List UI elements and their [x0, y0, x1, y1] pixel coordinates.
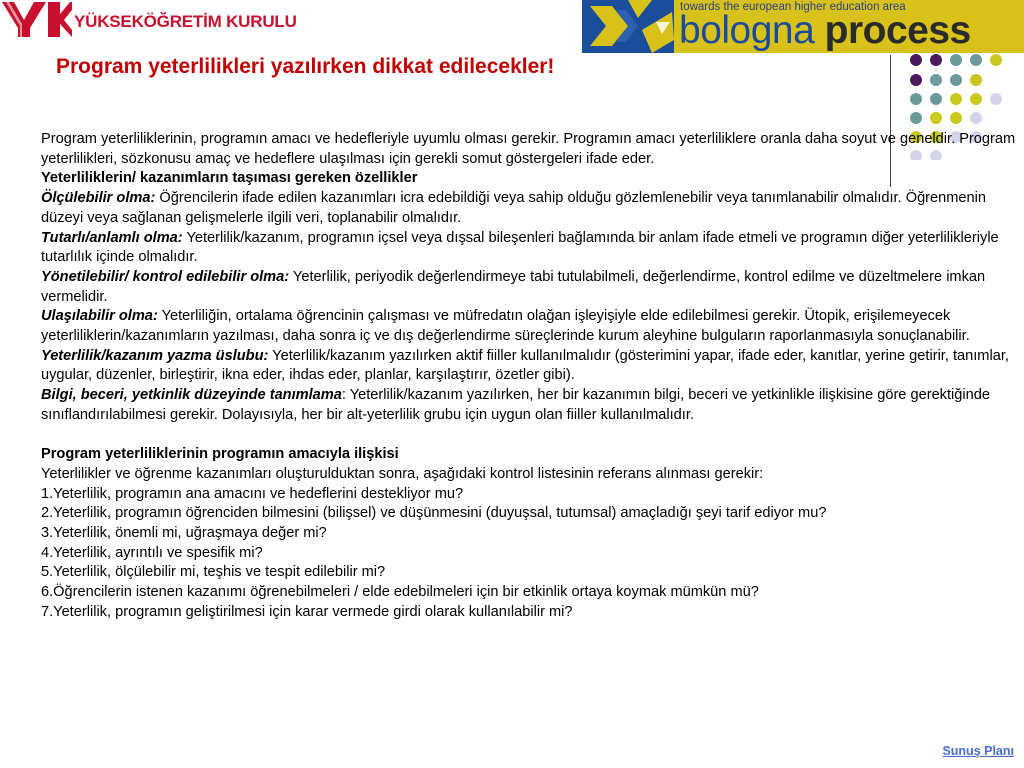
property-item — [41, 386, 1019, 425]
checklist-item: 1.Yeterlilik, programın ana amacını ve hedeflerini destekliyor mu? — [41, 485, 464, 502]
property-separator: : — [263, 347, 269, 364]
property-text: Yeterliliğin, ortalama öğrencinin çalışması ve müfredatın olağan işleyişiyle elde edilebilmesi gerekir. Ütopik, erişilemeyecek yeterliliklerin/kazanımların yazılması, daha sonra iç ve dış değerlendirme süreçlerinde kurum aleyhine bulguların raporlanmasıyla sonuçlanabilir. — [41, 308, 970, 345]
checklist-item: 6.Öğrencilerin istenen kazanımı öğrenebilmeleri / elde edebilmeleri için bir etkinlik ortaya koymak mümkün mü? — [41, 584, 759, 601]
intro-paragraph: Program yeterliliklerinin, programın amacı ve hedefleriyle uyumlu olması gerekir. Programın amacı yeterliliklere oranla daha soyut ve geneldir. Program yeterlilikleri, sözkonusu amaç ve hedeflere ulaşılması için gerekli somut göstergeleri ifade eder. — [41, 131, 1016, 167]
section1-heading: Yeterliliklerin/ kazanımların taşıması gereken özellikler — [41, 170, 418, 187]
property-term: Yeterlilik/kazanım yazma üslubu — [41, 347, 264, 364]
property-text: : Yeterlilik/kazanım yazılırken, her bir kazanımın bilgi, beceri ve yetkinlikle ilişkisine göre gerektiğinde sınıflandırılabilmesi gerekir. Dolayısıyla, her bir alt-yeterlilik grubu için uygun olan fiiller kullanılmalıdır. — [41, 387, 990, 423]
property-text: Yeterlilik, periyodik değerlendirmeye tabi tutulabilmeli, değerlendirme, kontrol edilme ve düzeltmelere imkan vermelidir. — [41, 268, 986, 305]
sunus-plani-link[interactable]: Sunuş Planı — [942, 744, 1014, 758]
property-separator: : — [177, 229, 183, 246]
property-term: Tutarlı/anlamlı olma — [41, 229, 178, 246]
property-separator: : — [152, 308, 158, 325]
property-text: Yeterlilik/kazanım, programın içsel veya dışsal bileşenleri bağlamında bir anlam ifade etmeli ve programın diğer yeterlilikleriyle tutarlılık içinde olmalıdır. — [41, 229, 999, 266]
checklist-item: 4.Yeterlilik, ayrıntılı ve spesifik mi? — [41, 544, 263, 561]
property-text: Yeterlilik/kazanım yazılırken aktif fiiller kullanılmalıdır (gösterimini yapar, ifade eder, kanıtlar, yerine getirir, tanımlar, uygular, düzenler, birleştirir, ikna eder, ihdas eder, planlar, karşılaştırır, özetler gibi). — [41, 347, 1009, 384]
paragraph-gap — [41, 426, 1019, 446]
property-term: Yönetilebilir/ kontrol edilebilir olma: — [41, 268, 290, 285]
property-text: Öğrencilerin ifade edilen kazanımları icra edebildiği veya sahip olduğu gözlemlenebilir veya tanımlanabilir olmalıdır. Öğrenmenin düzeyi veya sağlanan gelişmelerle ilgili veri, toplanabilir olmalıdır. — [41, 190, 987, 226]
section2-heading: Program yeterliliklerinin programın amacıyla ilişkisi — [41, 446, 399, 463]
checklist-item: 7.Yeterlilik, programın geliştirilmesi için karar vermede girdi olarak kullanılabilir mi? — [41, 603, 573, 620]
property-term: Ölçülebilir olma — [41, 190, 151, 207]
property-item — [41, 229, 1019, 268]
bologna-tagline: towards the european higher education area — [680, 1, 906, 13]
page-title: Program yeterlilikleri yazılırken dikkat edilecekler! — [56, 55, 555, 78]
process-word: process — [824, 9, 971, 52]
checklist-item: 2.Yeterlilik, programın öğrenciden bilmesini (bilişsel) ve düşünmesini (duyuşsal, tutumsal) amaçladığı şeyi tarif ediyor mu? — [41, 505, 827, 522]
property-separator: : — [150, 190, 156, 207]
section2-intro: Yeterlilikler ve öğrenme kazanımları oluşturulduktan sonra, aşağıdaki kontrol listesinin referans alınması gerekir: — [41, 465, 764, 482]
checklist-item: 5.Yeterlilik, ölçülebilir mi, teşhis ve tespit edilebilir mi? — [41, 564, 386, 581]
slide-body — [41, 130, 1019, 623]
checklist-item: 3.Yeterlilik, önemli mi, uğraşmaya değer mi? — [41, 525, 327, 542]
property-term: Bilgi, beceri, yetkinlik düzeyinde tanımlama — [41, 387, 342, 404]
property-item — [41, 268, 1019, 307]
bologna-word: bologna — [679, 9, 815, 52]
property-item — [41, 347, 1019, 386]
property-item — [41, 189, 1019, 228]
property-item — [41, 307, 1019, 346]
property-term: Ulaşılabilir olma — [41, 308, 153, 325]
yok-logo-text: YÜKSEKÖĞRETİM KURULU — [74, 12, 297, 31]
